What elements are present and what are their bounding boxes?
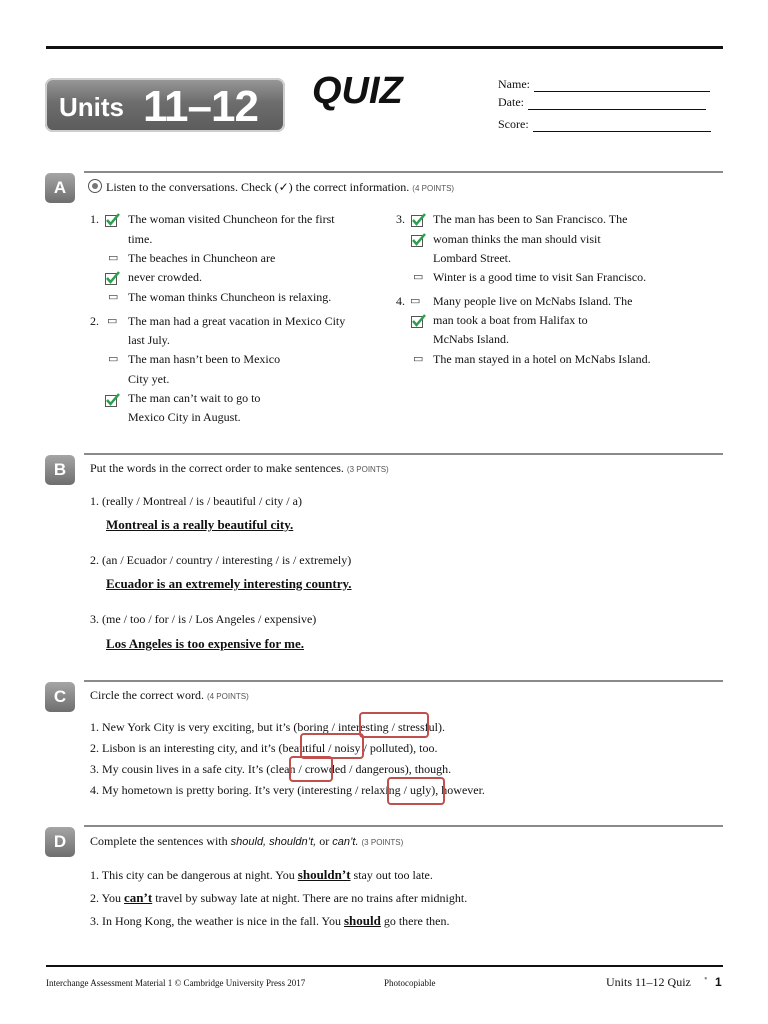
section-c-rule bbox=[84, 680, 723, 682]
section-d-badge: D bbox=[45, 827, 75, 857]
footer-title: Units 11–12 Quiz bbox=[606, 975, 691, 989]
units-badge bbox=[45, 78, 285, 132]
a-item-6-line2: Mexico City in August. bbox=[128, 410, 241, 424]
empty-checkbox-icon[interactable]: ▭ bbox=[107, 315, 118, 327]
section-c-instruction: Circle the correct word. (4 POINTS) bbox=[90, 688, 249, 702]
a-item-8-line1: woman thinks the man should visit bbox=[433, 232, 601, 246]
empty-checkbox-icon[interactable]: ▭ bbox=[413, 353, 424, 365]
d-item-3: 3. In Hong Kong, the weather is nice in the fall. You should go there then. bbox=[90, 913, 450, 928]
answer-circle bbox=[387, 777, 445, 805]
empty-checkbox-icon[interactable]: ▭ bbox=[108, 252, 119, 264]
a-item-4-line1: The man had a great vacation in Mexico City bbox=[128, 314, 346, 328]
score-line[interactable] bbox=[533, 119, 711, 132]
checkmark-icon[interactable] bbox=[411, 213, 426, 227]
section-b-instruction: Put the words in the correct order to make sentences. (3 POINTS) bbox=[90, 461, 389, 475]
section-d-points: (3 POINTS) bbox=[361, 838, 404, 847]
name-field[interactable] bbox=[498, 77, 710, 92]
b-item-2-answer[interactable]: Ecuador is an extremely interesting country. bbox=[106, 576, 352, 591]
date-label: Date: bbox=[498, 95, 524, 109]
date-line[interactable] bbox=[528, 97, 706, 110]
score-field[interactable] bbox=[498, 117, 711, 132]
checkmark-icon[interactable] bbox=[105, 271, 120, 285]
a-item-1-num: 1. bbox=[90, 212, 99, 226]
a-item-5-line2: City yet. bbox=[128, 372, 170, 386]
b-item-3-prompt: 3. (me / too / for / is / Los Angeles / expensive) bbox=[90, 612, 317, 626]
a-item-11-line2: McNabs Island. bbox=[433, 332, 509, 346]
d-item-3-answer[interactable]: should bbox=[343, 913, 381, 928]
d-item-2: 2. You can’t travel by subway late at night. There are no trains after midnight. bbox=[90, 890, 468, 905]
c-item-2: 2. Lisbon is an interesting city, and it’s (beautiful / noisy / polluted), too. bbox=[90, 741, 438, 755]
a-item-10-line1: Many people live on McNabs Island. The bbox=[433, 294, 633, 308]
checkmark-icon[interactable] bbox=[105, 393, 120, 407]
checkmark-icon[interactable] bbox=[411, 233, 426, 247]
a-item-5-line1: The man hasn’t been to Mexico bbox=[128, 352, 281, 366]
c-item-4: 4. My hometown is pretty boring. It’s very (interesting / relaxing / ugly), however. bbox=[90, 783, 485, 797]
score-label: Score: bbox=[498, 117, 529, 131]
checkmark-icon[interactable] bbox=[105, 213, 120, 227]
top-rule bbox=[46, 46, 723, 49]
section-d-rule bbox=[84, 825, 723, 827]
name-label: Name: bbox=[498, 77, 530, 91]
a-item-4-num: 2. bbox=[90, 314, 99, 328]
footer-copyright: Interchange Assessment Material 1 © Cambridge University Press 2017 bbox=[46, 978, 306, 988]
units-word: Units bbox=[59, 92, 124, 122]
empty-checkbox-icon[interactable]: ▭ bbox=[410, 295, 421, 307]
section-b-points: (3 POINTS) bbox=[346, 465, 389, 474]
a-item-8-line2: Lombard Street. bbox=[433, 251, 511, 265]
c-item-1: 1. New York City is very exciting, but it’s (boring / interesting / stressful). bbox=[90, 720, 445, 734]
name-line[interactable] bbox=[534, 79, 710, 92]
footer-photocopiable: Photocopiable bbox=[384, 978, 436, 988]
a-item-2-line2: never crowded. bbox=[128, 270, 202, 284]
date-field[interactable] bbox=[498, 95, 706, 110]
a-item-10-num: 4. bbox=[396, 294, 405, 308]
a-item-7-num: 3. bbox=[396, 212, 405, 226]
c-item-3: 3. My cousin lives in a safe city. It’s (clean / crowded / dangerous), though. bbox=[90, 762, 452, 776]
quiz-title: QUIZ bbox=[312, 70, 403, 112]
section-d-instruction: Complete the sentences with should, shouldn’t, or can’t. (3 POINTS) bbox=[90, 834, 404, 848]
b-item-1-answer[interactable]: Montreal is a really beautiful city. bbox=[106, 517, 294, 532]
a-item-6-line1: The man can’t wait to go to bbox=[128, 391, 261, 405]
b-item-1-prompt: 1. (really / Montreal / is / beautiful / city / a) bbox=[90, 494, 302, 508]
a-item-12-line1: The man stayed in a hotel on McNabs Island. bbox=[433, 352, 651, 366]
audio-icon[interactable] bbox=[88, 179, 102, 193]
units-number: 11–12 bbox=[143, 82, 258, 131]
empty-checkbox-icon[interactable]: ▭ bbox=[108, 353, 119, 365]
a-item-1-line2: time. bbox=[128, 232, 153, 246]
d-item-1: 1. This city can be dangerous at night. You shouldn’t stay out too late. bbox=[90, 867, 433, 882]
section-c-badge: C bbox=[45, 682, 75, 712]
page-number: 1 bbox=[715, 975, 722, 989]
checkmark-icon[interactable] bbox=[411, 314, 426, 328]
section-a-points: (4 POINTS) bbox=[412, 184, 455, 193]
footer-bullet: • bbox=[704, 974, 708, 985]
section-b-badge: B bbox=[45, 455, 75, 485]
a-item-11-line1: man took a boat from Halifax to bbox=[433, 313, 588, 327]
section-c-points: (4 POINTS) bbox=[206, 692, 249, 701]
answer-circle bbox=[289, 756, 333, 782]
a-item-4-line2: last July. bbox=[128, 333, 170, 347]
section-a-badge: A bbox=[45, 173, 75, 203]
section-a-rule bbox=[84, 171, 723, 173]
d-item-2-answer[interactable]: can’t bbox=[124, 890, 153, 905]
section-a-instruction: Listen to the conversations. Check (✓) the correct information. (4 POINTS) bbox=[88, 178, 454, 198]
a-item-1-line1: The woman visited Chuncheon for the first bbox=[128, 212, 335, 226]
a-item-9-line1: Winter is a good time to visit San Francisco. bbox=[433, 270, 647, 284]
section-b-rule bbox=[84, 453, 723, 455]
empty-checkbox-icon[interactable]: ▭ bbox=[108, 291, 119, 303]
a-item-2-line1: The beaches in Chuncheon are bbox=[128, 251, 276, 265]
empty-checkbox-icon[interactable]: ▭ bbox=[413, 271, 424, 283]
a-item-7-line1: The man has been to San Francisco. The bbox=[433, 212, 628, 226]
b-item-3-answer[interactable]: Los Angeles is too expensive for me. bbox=[106, 636, 304, 651]
footer-rule bbox=[46, 965, 723, 967]
a-item-3-line1: The woman thinks Chuncheon is relaxing. bbox=[128, 290, 332, 304]
b-item-2-prompt: 2. (an / Ecuador / country / interesting / is / extremely) bbox=[90, 553, 352, 567]
d-item-1-answer[interactable]: shouldn’t bbox=[297, 867, 351, 882]
answer-circle bbox=[359, 712, 429, 738]
